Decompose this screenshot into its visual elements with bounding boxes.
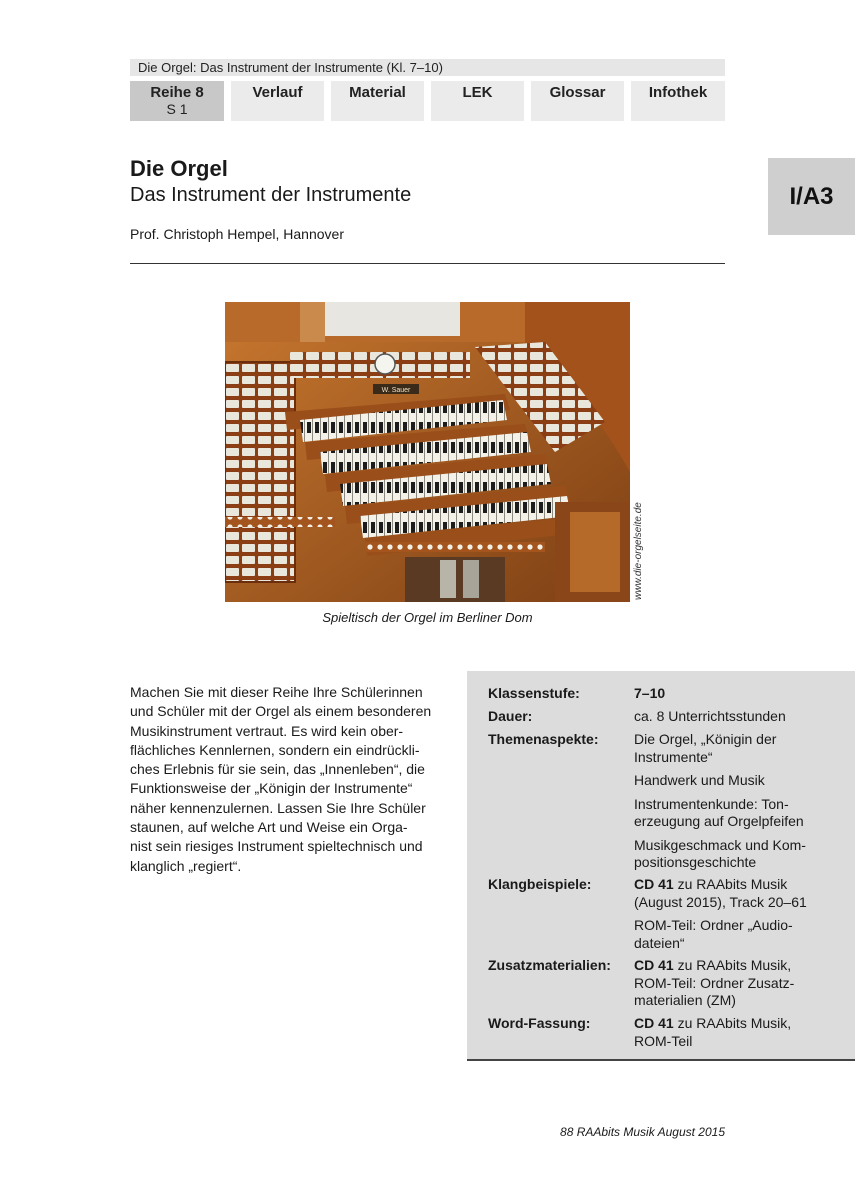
- organ-console-photo: [225, 302, 630, 602]
- klang-line: ROM-Teil: Ordner „Audio-: [634, 917, 793, 933]
- theme-line: Handwerk und Musik: [634, 772, 765, 788]
- theme-line: positionsgeschichte: [634, 854, 757, 870]
- tab-infothek-label: Infothek: [648, 84, 708, 101]
- info-label: Klangbeispiele:: [488, 876, 592, 892]
- tab-verlauf[interactable]: [231, 81, 324, 121]
- photo-caption: Spieltisch der Orgel im Berliner Dom: [322, 610, 533, 625]
- tab-glossar-label: Glossar: [549, 84, 606, 101]
- intro-line: näher kennenzulernen. Lassen Sie Ihre Schüler: [130, 799, 426, 816]
- cd-ref: CD 41: [634, 1015, 674, 1031]
- tab-material[interactable]: [331, 81, 424, 121]
- series-title: Die Orgel: Das Instrument der Instrumente (Kl. 7–10): [138, 60, 443, 75]
- info-value: 7–10: [634, 685, 666, 701]
- zusatz-line: materialien (ZM): [634, 992, 736, 1008]
- series-title-bar: [130, 59, 725, 76]
- tab-reihe[interactable]: [130, 81, 224, 121]
- intro-line: nist sein riesiges Instrument spieltechnisch und: [130, 838, 423, 855]
- klang-line: dateien“: [634, 934, 685, 951]
- organ-console-illustration: [225, 302, 630, 602]
- intro-line: Funktionsweise der „Königin der Instrumente“: [130, 780, 413, 797]
- zusatz-line: zu RAAbits Musik,: [673, 957, 792, 973]
- tab-lek[interactable]: [431, 81, 524, 121]
- tab-glossar[interactable]: [531, 81, 624, 121]
- theme-line: Instrumentenkunde: Ton-: [634, 795, 789, 812]
- intro-line: klanglich „regiert“.: [130, 857, 242, 874]
- tab-verlauf-label: Verlauf: [252, 84, 303, 101]
- klang-line: (August 2015), Track 20–61: [634, 893, 807, 910]
- tab-infothek[interactable]: [631, 81, 725, 121]
- cd-ref: CD 41: [634, 957, 674, 973]
- info-value: [634, 957, 834, 1010]
- photo-credit: www.die-orgelseite.de: [633, 502, 644, 600]
- theme-line: erzeugung auf Orgelpfeifen: [634, 813, 804, 829]
- intro-line: staunen, auf welche Art und Weise ein Orga-: [130, 819, 408, 836]
- tab-reihe-page: S 1: [166, 101, 188, 117]
- info-box: [467, 671, 855, 1061]
- organ-nameplate: W. Sauer: [381, 387, 411, 394]
- info-label: Dauer:: [488, 708, 533, 724]
- intro-line: Machen Sie mit dieser Reihe Ihre Schülerinnen: [130, 684, 423, 700]
- klang-line: zu RAAbits Musik: [673, 876, 788, 892]
- info-label: Klassenstufe:: [488, 685, 580, 701]
- intro-paragraph: [130, 683, 448, 876]
- cd-ref: CD 41: [634, 876, 674, 892]
- intro-line: flächliches Kennlernen, sondern ein eindrückli-: [130, 741, 420, 758]
- info-value: ca. 8 Unterrichtsstunden: [634, 708, 786, 724]
- intro-line: und Schüler mit der Orgel als einem besonderen: [130, 703, 432, 720]
- page-title: Die Orgel: [130, 156, 228, 181]
- tab-material-label: Material: [349, 84, 406, 101]
- info-value: [634, 1015, 834, 1050]
- intro-line: Musikinstrument vertraut. Es wird kein ober-: [130, 722, 404, 739]
- section-navigation: [130, 81, 725, 121]
- intro-line: ches Erlebnis für sie sein, das „Innenleben“, die: [130, 761, 425, 778]
- theme-line: Die Orgel, „Königin der: [634, 731, 777, 747]
- tab-reihe-label: Reihe 8: [150, 84, 204, 101]
- theme-line: Musikgeschmack und Kom-: [634, 836, 806, 853]
- page-subtitle: Das Instrument der Instrumente: [130, 184, 412, 206]
- section-marker: I/A3: [768, 158, 855, 235]
- info-label: Word-Fassung:: [488, 1015, 591, 1031]
- page-footer: 88 RAAbits Musik August 2015: [560, 1125, 725, 1139]
- info-value: [634, 731, 834, 872]
- word-line: zu RAAbits Musik,: [673, 1015, 792, 1031]
- info-label: Zusatzmaterialien:: [488, 957, 611, 973]
- divider: [130, 263, 725, 264]
- zusatz-line: ROM-Teil: Ordner Zusatz-: [634, 974, 795, 991]
- word-line: ROM-Teil: [634, 1032, 693, 1049]
- author: Prof. Christoph Hempel, Hannover: [130, 226, 344, 242]
- info-value: [634, 876, 834, 952]
- info-label: Themenaspekte:: [488, 731, 599, 747]
- theme-line: Instrumente“: [634, 748, 713, 765]
- tab-lek-label: LEK: [462, 84, 493, 101]
